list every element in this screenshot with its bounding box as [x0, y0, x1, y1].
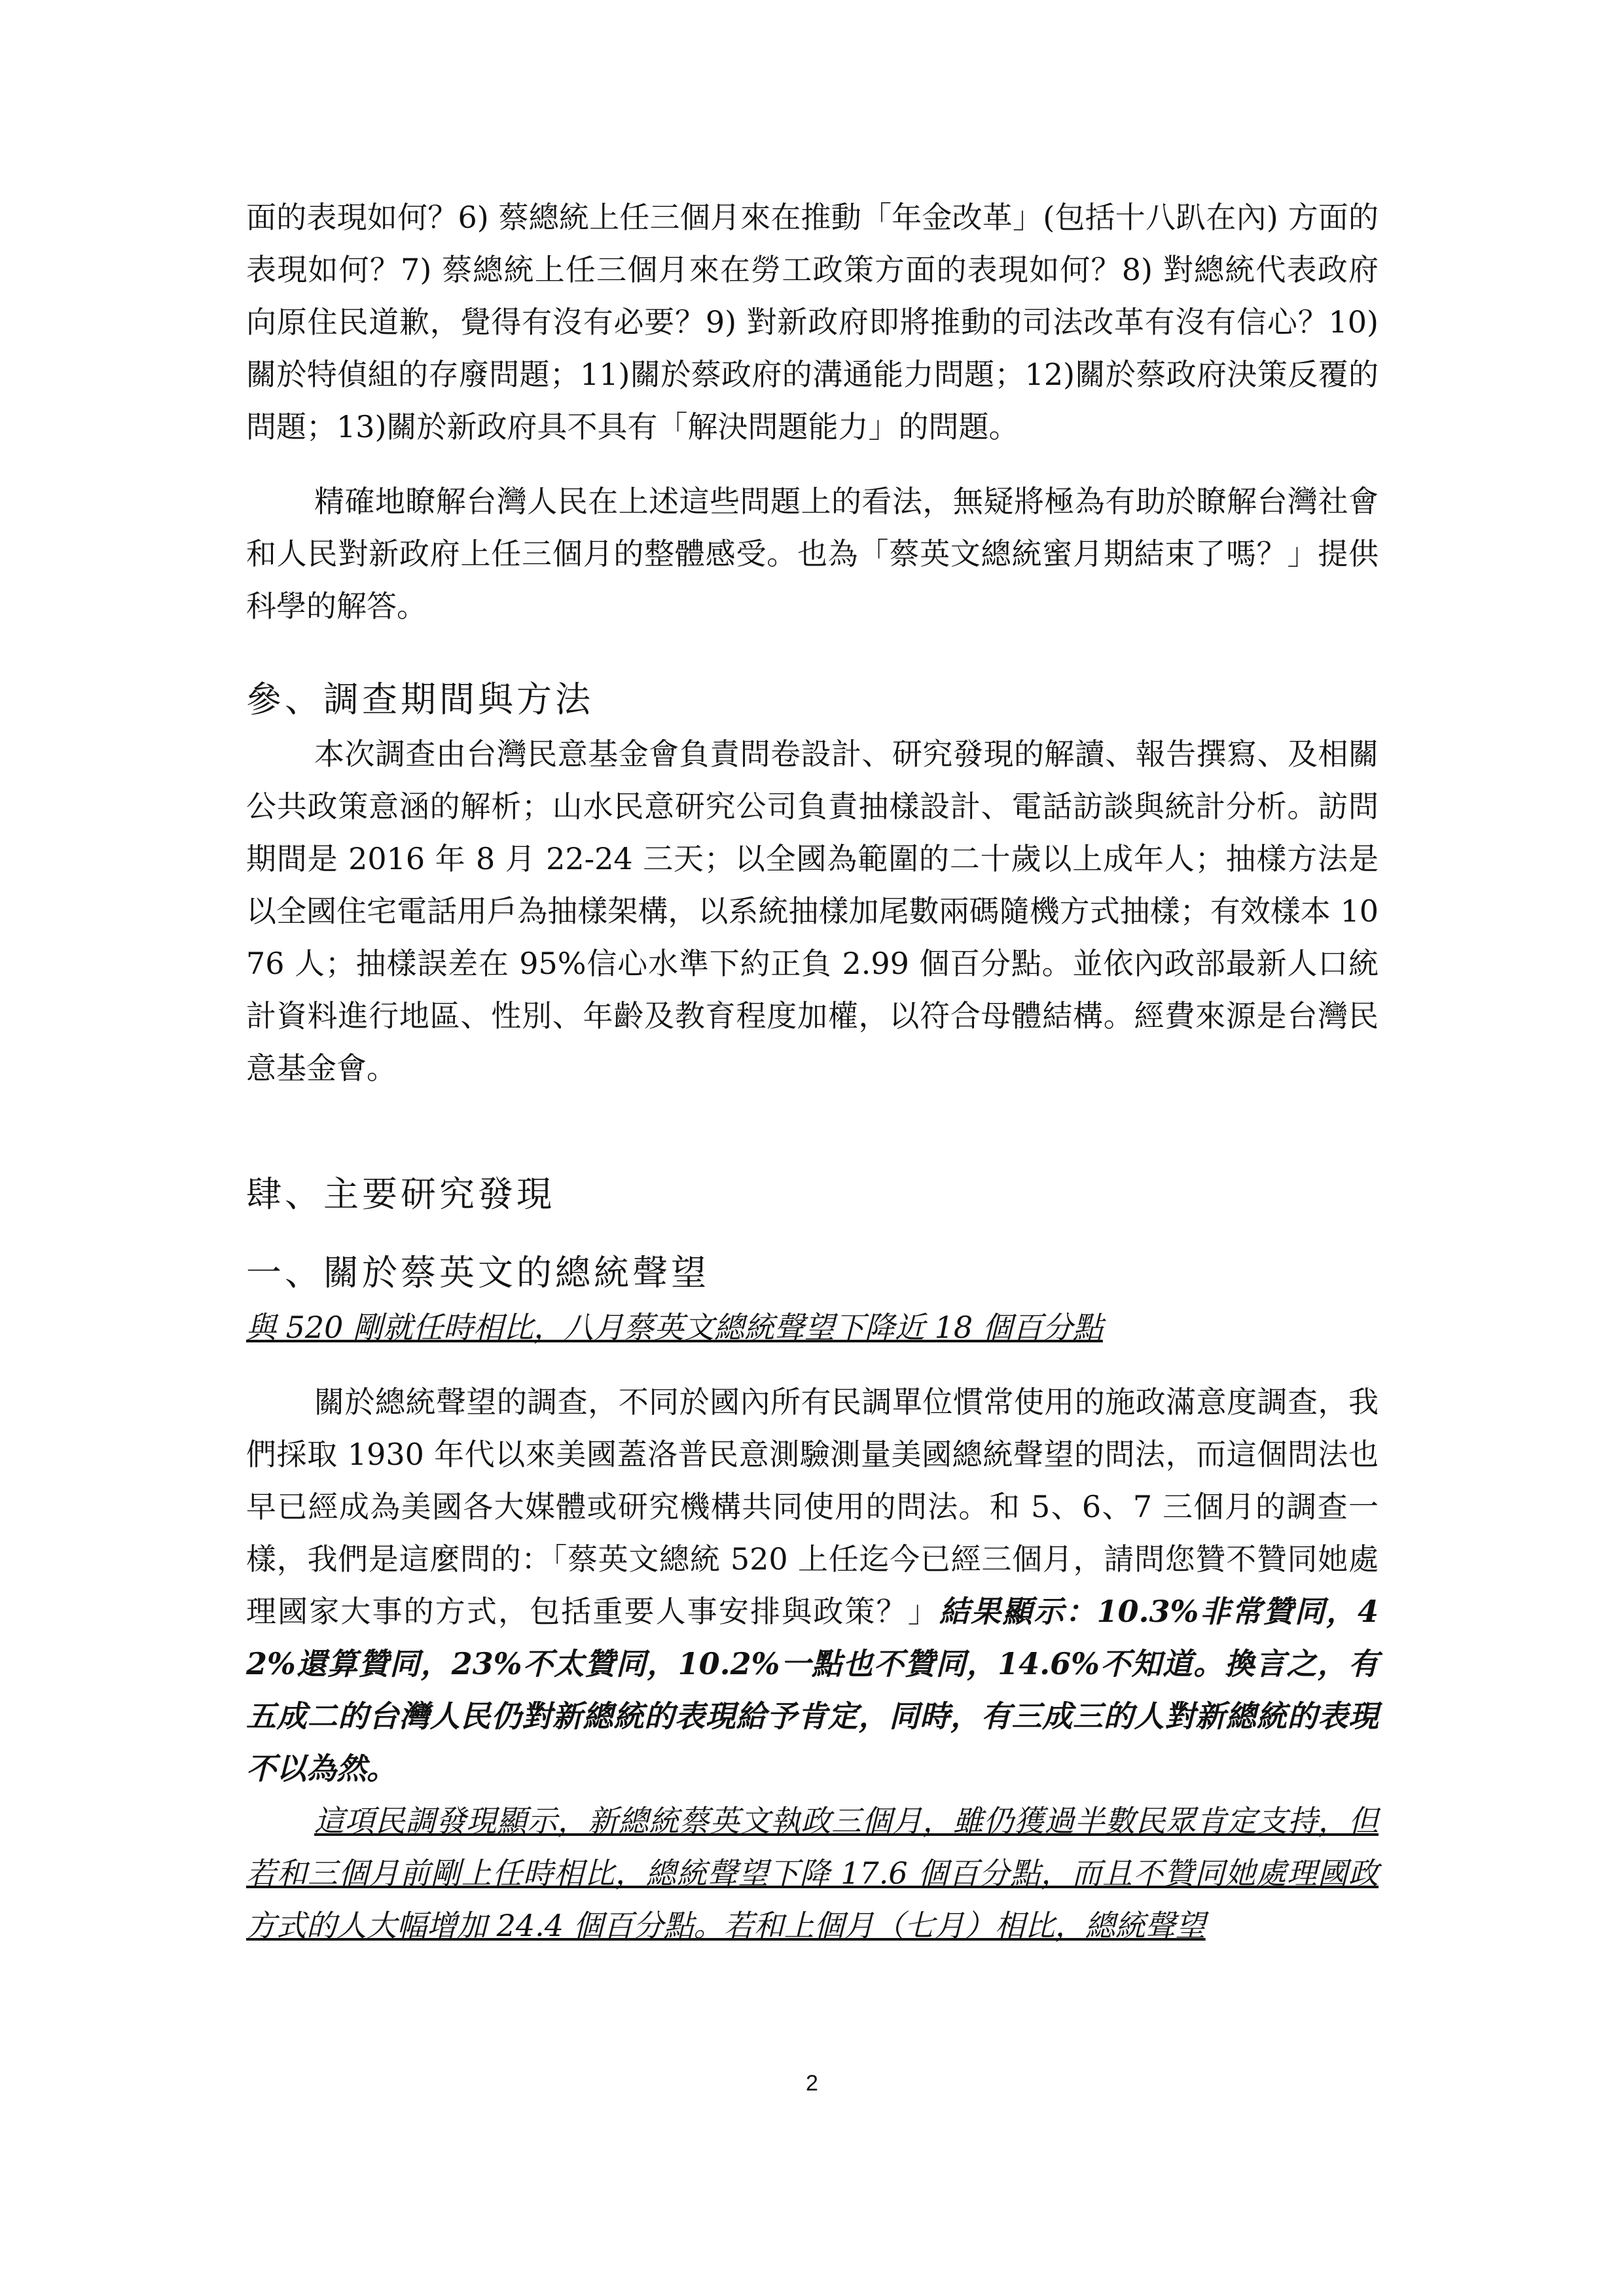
- approval-results-text: 結果顯示：10.3%非常贊同，42%還算贊同，23%不太贊同，10.2%一點也不贊同，14.6%不知道。換言之，有五成二的台灣人民仍對新總統的表現給予肯定，同時，有三成三的人對新總統的表現不以為然。: [246, 1594, 1379, 1786]
- approval-change-paragraph: [246, 1795, 1379, 1952]
- approval-paragraph: [246, 1376, 1379, 1795]
- spacer: [246, 1094, 1379, 1166]
- section-heading-findings: 肆、主要研究發現: [246, 1174, 555, 1215]
- approval-change-text: 這項民調發現顯示，新總統蔡英文執政三個月，雖仍獲過半數民眾肯定支持，但若和三個月前剛上任時相比，總統聲望下降 17.6 個百分點，而且不贊同她處理國政方式的人大幅增加 24.4 個百分點。若和上個月（七月）相比，總統聲望: [246, 1803, 1379, 1943]
- methods-paragraph: 本次調查由台灣民意基金會負責問卷設計、研究發現的解讀、報告撰寫、及相關公共政策意涵的解析；山水民意研究公司負責抽樣設計、電話訪談與統計分析。訪問期間是 2016 年 8 月 22-24 三天；以全國為範圍的二十歲以上成年人；抽樣方法是以全國住宅電話用戶為抽樣架構，以系統抽樣加尾數兩碼隨機方式抽樣；有效樣本 1076 人；抽樣誤差在 95%信心水準下約正負 2.99 個百分點。並依內政部最新人口統計資料進行地區、性別、年齡及教育程度加權，以符合母體結構。經費來源是台灣民意基金會。: [246, 736, 1379, 1086]
- approval-method-text: 關於總統聲望的調查，不同於國內所有民調單位慣常使用的施政滿意度調查，我們採取 1930 年代以來美國蓋洛普民意測驗測量美國總統聲望的問法，而這個問法也早已經成為美國各大媒體或研究機構共同使用的問法。和 5、6、7 三個月的調查一樣，我們是這麼問的：「蔡英文總統 520 上任迄今已經三個月，請問您贊不贊同她處理國家大事的方式，包括重要人事安排與政策？」: [246, 1384, 1379, 1629]
- subsection-heading-approval: 一、關於蔡英文的總統聲望: [246, 1252, 710, 1293]
- page-content: [246, 191, 1379, 1952]
- purpose-paragraph: 精確地瞭解台灣人民在上述這些問題上的看法，無疑將極為有助於瞭解台灣社會和人民對新政府上任三個月的整體感受。也為「蔡英文總統蜜月期結束了嗎？」提供科學的解答。: [246, 484, 1379, 624]
- spacer: [246, 453, 1379, 475]
- page-number: 2: [806, 2071, 818, 2096]
- spacer: [246, 1223, 1379, 1245]
- section-heading-methods: 參、調查期間與方法: [246, 679, 594, 720]
- spacer: [246, 1354, 1379, 1376]
- spacer: [246, 632, 1379, 672]
- finding-subtitle: 與 520 剛就任時相比，八月蔡英文總統聲望下降近 18 個百分點: [246, 1310, 1103, 1345]
- survey-questions-paragraph: 面的表現如何？6) 蔡總統上任三個月來在推動「年金改革」(包括十八趴在內) 方面的表現如何？7) 蔡總統上任三個月來在勞工政策方面的表現如何？8) 對總統代表政府向原住民道歉，覺得有沒有必要？9) 對新政府即將推動的司法改革有沒有信心？10)關於特偵組的存廢問題；11)關於蔡政府的溝通能力問題；12)關於蔡政府決策反覆的問題；13)關於新政府具不具有「解決問題能力」的問題。: [246, 200, 1379, 444]
